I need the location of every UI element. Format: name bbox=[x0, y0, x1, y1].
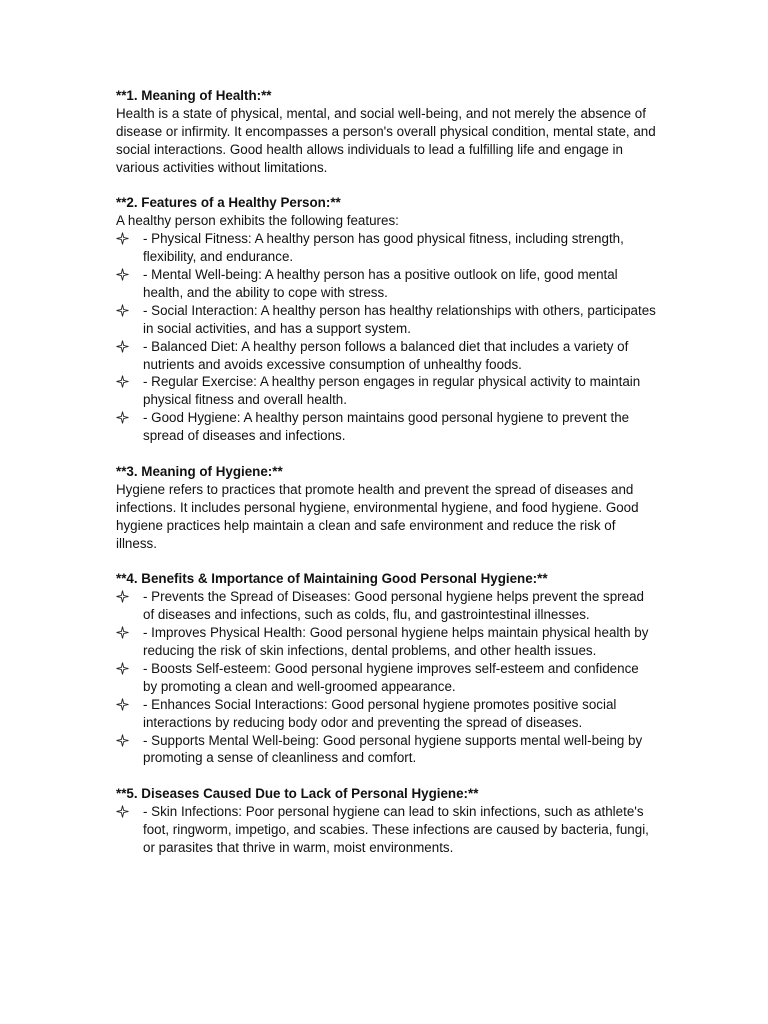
star-bullet-icon bbox=[116, 803, 130, 821]
bullet-list bbox=[116, 803, 656, 857]
bullet-item bbox=[116, 803, 656, 857]
bullet-text: - Mental Well-being: A healthy person has a positive outlook on life, good mental health, and the ability to cope with stress. bbox=[143, 267, 618, 300]
star-bullet-icon bbox=[116, 732, 130, 750]
section-heading: **2. Features of a Healthy Person:** bbox=[116, 195, 341, 211]
star-bullet-icon bbox=[116, 660, 130, 678]
bullet-item bbox=[116, 624, 656, 660]
bullet-list bbox=[116, 230, 656, 445]
section-paragraph: Hygiene refers to practices that promote health and prevent the spread of diseases and infections. It includes personal hygiene, environmental hygiene, and food hygiene. Good hygiene practices help maintain a clean and safe environment and reduce the risk of illness. bbox=[116, 481, 639, 551]
bullet-list bbox=[116, 588, 656, 767]
bullet-text: - Good Hygiene: A healthy person maintains good personal hygiene to prevent the spread of diseases and infections. bbox=[143, 410, 630, 444]
bullet-item bbox=[116, 732, 656, 768]
bullet-item bbox=[116, 696, 656, 732]
section-intro: A healthy person exhibits the following features: bbox=[116, 213, 399, 229]
section-heading: **4. Benefits & Importance of Maintaining Good Personal Hygiene:** bbox=[116, 571, 548, 587]
bullet-text: - Regular Exercise: A healthy person engages in regular physical activity to maintain physical fitness and overall health. bbox=[143, 374, 641, 408]
bullet-text: - Enhances Social Interactions: Good personal hygiene promotes positive social interactions by reducing body odor and preventing the spread of diseases. bbox=[143, 696, 617, 730]
section-diseases-lack-hygiene bbox=[116, 785, 656, 857]
bullet-text: - Improves Physical Health: Good personal hygiene helps maintain physical health by reducing the risk of skin infections, dental problems, and other health issues. bbox=[143, 625, 649, 659]
bullet-text: - Boosts Self-esteem: Good personal hygiene improves self-esteem and confidence by promoting a clean and well-groomed appearance. bbox=[143, 660, 639, 694]
section-heading: **1. Meaning of Health:** bbox=[116, 88, 272, 103]
star-bullet-icon bbox=[116, 266, 130, 284]
document-page bbox=[116, 87, 656, 875]
star-bullet-icon bbox=[116, 588, 130, 606]
bullet-item bbox=[116, 660, 656, 696]
section-paragraph: Health is a state of physical, mental, and social well-being, and not merely the absence of disease or infirmity. It encompasses a person's overall physical condition, mental state, and social interactions. Good health allows individuals to lead a fulfilling life and engage in various activities without limitations. bbox=[116, 105, 656, 175]
bullet-item bbox=[116, 230, 656, 266]
star-bullet-icon bbox=[116, 302, 130, 320]
star-bullet-icon bbox=[116, 696, 130, 714]
bullet-text: - Prevents the Spread of Diseases: Good personal hygiene helps prevent the spread of diseases and infections, such as colds, flu, and gastrointestinal illnesses. bbox=[143, 589, 644, 623]
bullet-item bbox=[116, 338, 656, 374]
section-heading: **5. Diseases Caused Due to Lack of Personal Hygiene:** bbox=[116, 786, 479, 802]
star-bullet-icon bbox=[116, 624, 130, 642]
section-meaning-of-health bbox=[116, 87, 656, 177]
section-meaning-of-hygiene bbox=[116, 463, 656, 553]
bullet-text: - Social Interaction: A healthy person has healthy relationships with others, participates in social activities, and has a support system. bbox=[143, 302, 656, 336]
bullet-item bbox=[116, 588, 656, 624]
bullet-text: - Supports Mental Well-being: Good personal hygiene supports mental well-being by promoting a sense of cleanliness and comfort. bbox=[143, 732, 643, 766]
bullet-item bbox=[116, 302, 656, 338]
section-features-healthy-person bbox=[116, 194, 656, 445]
bullet-item bbox=[116, 266, 656, 302]
star-bullet-icon bbox=[116, 373, 130, 391]
star-bullet-icon bbox=[116, 230, 130, 248]
section-benefits-personal-hygiene bbox=[116, 570, 656, 767]
bullet-text: - Physical Fitness: A healthy person has good physical fitness, including strength, flexibility, and endurance. bbox=[143, 231, 624, 265]
star-bullet-icon bbox=[116, 409, 130, 427]
section-heading: **3. Meaning of Hygiene:** bbox=[116, 464, 283, 479]
star-bullet-icon bbox=[116, 338, 130, 356]
bullet-text: - Balanced Diet: A healthy person follows a balanced diet that includes a variety of nutrients and avoids excessive consumption of unhealthy foods. bbox=[143, 338, 629, 372]
bullet-text: - Skin Infections: Poor personal hygiene can lead to skin infections, such as athlete's foot, ringworm, impetigo, and scabies. These infections are caused by bacteria, fungi, or parasites that thrive in warm, moist environments. bbox=[143, 804, 649, 855]
bullet-item bbox=[116, 409, 656, 445]
bullet-item bbox=[116, 373, 656, 409]
